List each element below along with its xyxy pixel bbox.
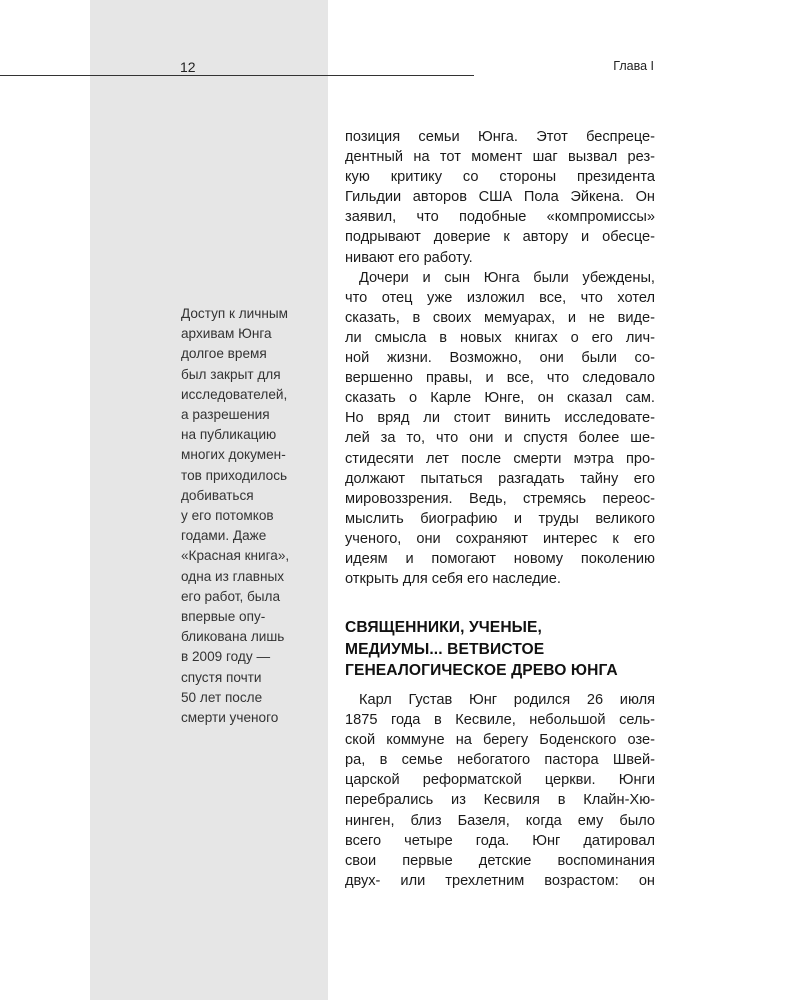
sidebar-note <box>181 304 321 728</box>
paragraph-3 <box>345 690 655 891</box>
body-line: вершенно правы, и все, что следовало <box>345 370 655 387</box>
sidebar-line: на публикацию <box>181 427 277 443</box>
body-line: свои первые детские воспоминания <box>345 852 655 869</box>
sidebar-line: у его потомков <box>181 508 274 524</box>
heading-line: СВЯЩЕННИКИ, УЧЕНЫЕ, <box>345 619 542 636</box>
body-line: мировоззрения. Ведь, стремясь переос- <box>345 490 655 507</box>
body-line: сказать, в своих мемуарах, и не виде- <box>345 309 655 326</box>
sidebar-line: годами. Даже <box>181 528 267 544</box>
sidebar-line: 50 лет после <box>181 689 263 705</box>
main-text-bottom <box>345 690 655 891</box>
main-text-top <box>345 127 655 589</box>
body-line: ра, в семье небогатого пастора Швей- <box>345 752 655 769</box>
body-line: идеям и помогают новому поколению <box>345 550 655 567</box>
body-line: лей за то, что они и спустя более ше- <box>345 430 655 447</box>
paragraph-1 <box>345 127 655 268</box>
heading-line: МЕДИУМЫ... ВЕТВИСТОЕ <box>345 640 545 658</box>
sidebar-line: одна из главных <box>181 568 285 584</box>
body-line: подрывают доверие к автору и обесце- <box>345 229 655 246</box>
sidebar-line: впервые опу- <box>181 609 266 625</box>
body-line: двух- или трехлетним возрастом: он <box>345 872 655 889</box>
body-line: Дочери и сын Юнга были убеждены, <box>359 269 655 286</box>
sidebar-line: а разрешения <box>181 407 270 423</box>
body-line: должают пытаться разгадать тайну его <box>345 470 655 487</box>
sidebar-line: архивам Юнга <box>181 326 272 342</box>
sidebar-line: многих докумен- <box>181 447 286 463</box>
sidebar-line: «Красная книга», <box>181 548 290 564</box>
body-line: ученого, они сохраняют интерес к его <box>345 530 655 547</box>
body-line: 1875 года в Кесвиле, небольшой сель- <box>345 712 655 729</box>
body-line: позиция семьи Юнга. Этот беспреце- <box>345 129 655 145</box>
sidebar-line: в 2009 году — <box>181 649 271 665</box>
sidebar-line: смерти ученого <box>181 710 279 726</box>
sidebar-line: его работ, была <box>181 588 281 604</box>
heading-line: ГЕНЕАЛОГИЧЕСКОЕ ДРЕВО ЮНГА <box>345 662 618 679</box>
body-line: кую критику со стороны президента <box>345 169 655 186</box>
body-line: нинген, близ Базеля, когда ему было <box>345 812 655 829</box>
body-line: что отец уже изложил все, что хотел <box>345 289 655 306</box>
body-line: дентный на тот момент шаг вызвал рез- <box>345 149 655 166</box>
sidebar-line: бликована лишь <box>181 629 285 645</box>
body-line: Карл Густав Юнг родился 26 июля <box>359 692 655 708</box>
page-number: 12 <box>180 59 196 75</box>
body-line: перебрались из Кесвиля в Клайн-Хю- <box>345 792 655 809</box>
chapter-title: Глава I <box>613 59 654 73</box>
body-line: ли смысла в новых книгах о его лич- <box>345 329 655 346</box>
sidebar-line: тов приходилось <box>181 467 288 483</box>
sidebar-line: добиваться <box>181 487 254 503</box>
sidebar-line: долгое время <box>181 346 267 362</box>
header-rule <box>0 75 474 76</box>
body-line: заявил, что подобные «компромиссы» <box>345 209 655 226</box>
body-line: всего четыре года. Юнг датировал <box>345 832 655 849</box>
body-line: ской коммуне на берегу Боденского озе- <box>345 732 655 749</box>
body-line: Но вряд ли стоит винить исследовате- <box>345 410 655 427</box>
body-line: сказать о Карле Юнге, он сказал сам. <box>345 390 655 407</box>
body-line: стидесяти лет после смерти мэтра про- <box>345 450 655 467</box>
body-line: нивают его работу. <box>345 249 473 266</box>
body-line: царской реформатской церкви. Юнги <box>345 772 655 789</box>
body-line: ной жизни. Возможно, они были со- <box>345 350 655 367</box>
body-line: Гильдии авторов США Пола Эйкена. Он <box>345 189 655 206</box>
sidebar-line: исследователей, <box>181 386 288 402</box>
sidebar-line: был закрыт для <box>181 366 281 382</box>
sidebar-line: спустя почти <box>181 669 262 685</box>
body-line: открыть для себя его наследие. <box>345 571 561 588</box>
paragraph-2 <box>345 268 655 590</box>
section-heading <box>345 617 655 682</box>
sidebar-line: Доступ к личным <box>181 306 288 321</box>
body-line: мыслить биографию и труды великого <box>345 510 655 527</box>
